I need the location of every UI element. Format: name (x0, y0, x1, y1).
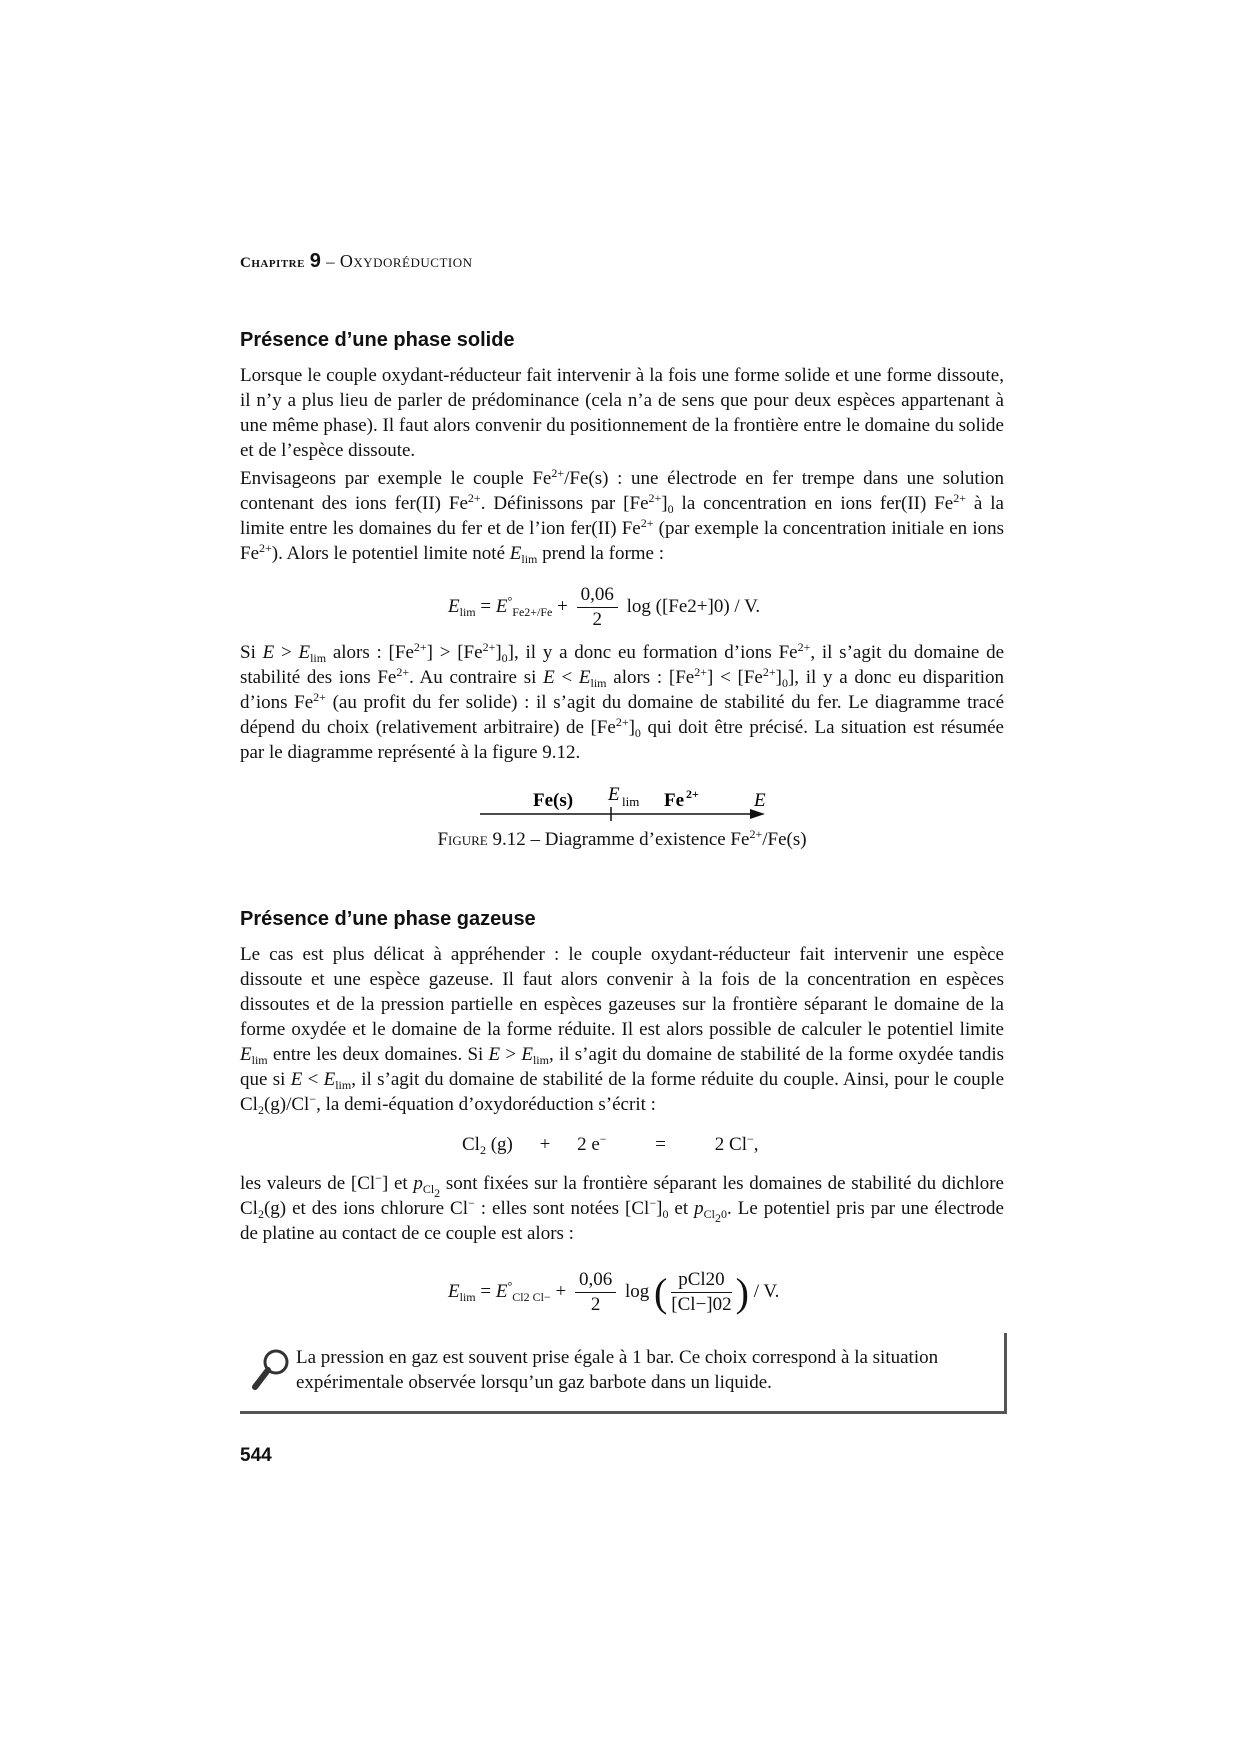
diagram-label-fe2: Fe (664, 790, 685, 811)
chapter-title: Oxydoréduction (339, 251, 473, 271)
header-separator: – (326, 252, 336, 271)
paragraph-gas-intro: Le cas est plus délicat à appréhender : le couple oxydant-réducteur fait intervenir une espèce dissoute et une espèce gazeuse. Il faut alors convenir à la fois de la concentration en espèces dissoutes et de la pression partielle en espèces gazeuses sur la frontière séparant le domaine de la forme oxydée et le domaine de la forme réduite. Il est alors possible de calculer le potentiel limite $E_{lim}$ entre les deux domaines. Si $E > E_{lim}$, il s’agit du domaine de stabilité de la forme oxydée tandis que si $E < E_{lim}$, il s’agit du domaine de stabilité de la forme réduite du couple. Ainsi, pour le couple $Cl_2(g)/Cl^-$, la demi-équation d’oxydoréduction s’écrit : (240, 944, 1005, 1117)
section-title-gas: Présence d’une phase gazeuse (240, 908, 536, 930)
diagram-label-elim-sub: lim (622, 794, 640, 809)
existence-diagram (460, 778, 780, 828)
remark-text: La pression en gaz est souvent prise égale à 1 bar. Ce choix correspond à la situation expérimentale observée lorsqu’un gaz barbote dans un liquide. (296, 1347, 939, 1393)
diagram-label-fe-solid: Fe(s) (533, 790, 574, 811)
magnifier-icon (250, 1347, 292, 1393)
page-number: 544 (240, 1445, 272, 1466)
half-equation-cl2: $Cl_2$ (g) + 2 e− = 2 Cl−, (462, 1132, 759, 1157)
diagram-label-elim: E (608, 784, 620, 805)
paragraph-fe-example: Envisageons par exemple le couple $Fe^{2+}/Fe(s)$ : une électrode en fer trempe dans une solution contenant des ions fer(II) $Fe^{2+}$. Définissons par $[Fe^{2+}]_0$ la concentration en ions fer(II) $Fe^{2+}$ à la limite entre les domaines du fer et de l’ion fer(II) $Fe^{2+}$ (par exemple la concentration initiale en ions $Fe^{2+}$). Alors le potentiel limite noté $E_{lim}$ prend la forme : (240, 466, 1004, 566)
equation-elim-fe: $E_{lim} = E^\circ_{Fe2+/Fe}$ + $\frac{0,06}{2}$ log ([Fe2+]0) / V. (448, 584, 761, 630)
diagram-axis-label: E (754, 790, 766, 811)
remark-box (240, 1333, 1007, 1414)
chapter-number: 9 (309, 250, 322, 272)
equation-elim-cl: $E_{lim} = E^\circ_{Cl2 Cl-}$ + $\frac{0,06}{2}$ log ( $\frac{\text{pCl20}}{[Cl-]02}$ ) / V. (448, 1269, 780, 1315)
diagram-label-fe2-sup: 2+ (686, 787, 699, 801)
paragraph-fe-domains: Si $E > E_{lim}$ alors : $[Fe^{2+}] > [Fe^{2+}]_0$], il y a donc eu formation d’ions $Fe^{2+}$, il s’agit du domaine de stabilité des ions $Fe^{2+}$. Au contraire si $E < E_{lim}$ alors : $[Fe^{2+}] < [Fe^{2+}]_0$], il y a donc eu disparition d’ions $Fe^{2+}$ (au profit du fer solide) : il s’agit du domaine de stabilité du fer. Le diagramme tracé dépend du choix (relativement arbitraire) de $[Fe^{2+}]_0$ qui doit être précisé. La situation est résumée par le diagramme représenté à la figure 9.12. (240, 640, 1005, 763)
chapter-label: Chapitre (240, 255, 305, 271)
running-header (240, 250, 473, 273)
section-title-solid: Présence d’une phase solide (240, 329, 515, 351)
paragraph-solid-intro: Lorsque le couple oxydant-réducteur fait intervenir à la fois une forme solide et une forme dissoute, il n’y a plus lieu de parler de prédominance (cela n’a de sens que pour deux espèces appartenant à une même phase). Il faut alors convenir du positionnement de la frontière entre le domaine du solide et de l’espèce dissoute. (240, 365, 1004, 461)
paragraph-cl-values: les valeurs de [Cl−] et $p_{Cl_2}$ sont fixées sur la frontière séparant les domaines de stabilité du dichlore $Cl_2(g)$ et des ions chlorure Cl− : elles sont notées $[Cl^-]_0$ et $p_{Cl_20}$. Le potentiel pris par une électrode de platine au contact de ce couple est alors : (240, 1171, 1004, 1244)
figure-caption: Figure 9.12 – Diagramme d’existence $Fe^{2+}/Fe(s)$ (437, 827, 807, 850)
